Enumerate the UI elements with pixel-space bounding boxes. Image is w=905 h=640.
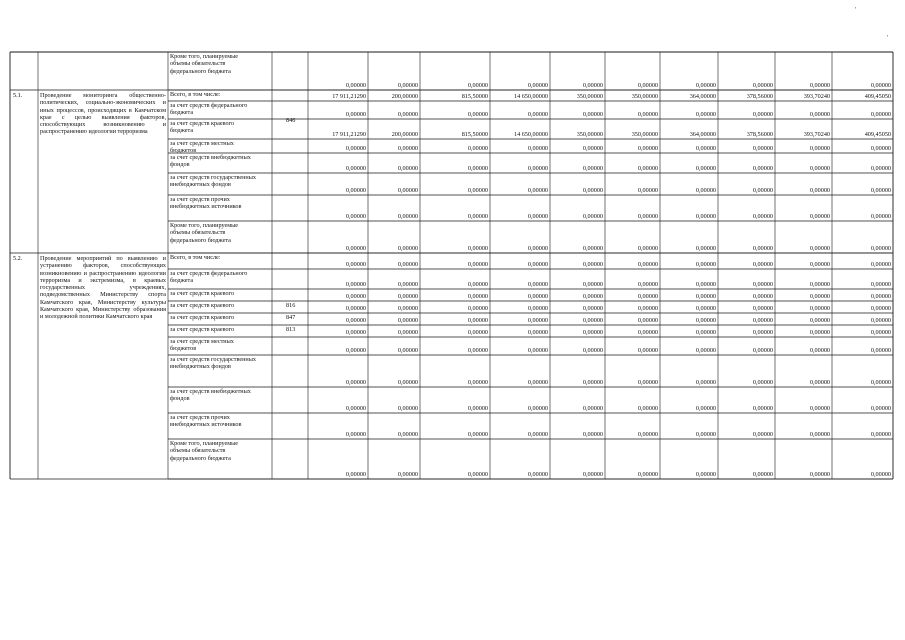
value-cell: 0,00000 bbox=[527, 110, 548, 118]
value-cell: 0,00000 bbox=[637, 328, 658, 336]
value-cell: 0,00000 bbox=[467, 164, 488, 172]
value-cell: 0,00000 bbox=[637, 316, 658, 324]
value-cell: 0,00000 bbox=[397, 378, 418, 386]
value-cell: 0,00000 bbox=[637, 110, 658, 118]
value-cell: 0,00000 bbox=[345, 470, 366, 478]
value-cell: 0,00000 bbox=[870, 430, 891, 438]
value-cell: 0,00000 bbox=[695, 164, 716, 172]
value-cell: 0,00000 bbox=[637, 378, 658, 386]
value-cell: 0,00000 bbox=[527, 346, 548, 354]
value-cell: 0,00000 bbox=[809, 292, 830, 300]
value-cell: 0,00000 bbox=[695, 110, 716, 118]
value-cell: 14 650,00000 bbox=[513, 92, 548, 100]
value-cell: 0,00000 bbox=[527, 378, 548, 386]
value-cell: 0,00000 bbox=[345, 346, 366, 354]
value-cell: 0,00000 bbox=[752, 244, 773, 252]
row-label: за счет средств федерального bbox=[170, 102, 248, 109]
value-cell: 0,00000 bbox=[695, 430, 716, 438]
value-cell: 0,00000 bbox=[752, 260, 773, 268]
value-cell: 0,00000 bbox=[695, 186, 716, 194]
value-cell: 0,00000 bbox=[582, 470, 603, 478]
value-cell: 0,00000 bbox=[695, 81, 716, 89]
value-cell: 0,00000 bbox=[467, 244, 488, 252]
value-cell: 200,00000 bbox=[391, 92, 418, 100]
value-cell: 0,00000 bbox=[345, 110, 366, 118]
row-label: внебюджетных источников bbox=[170, 203, 242, 211]
value-cell: 0,00000 bbox=[637, 430, 658, 438]
value-cell: 0,00000 bbox=[870, 304, 891, 312]
value-cell: 364,00000 bbox=[689, 92, 716, 100]
value-cell: 0,00000 bbox=[397, 292, 418, 300]
value-cell: 0,00000 bbox=[527, 260, 548, 268]
value-cell: 0,00000 bbox=[752, 316, 773, 324]
value-cell: 0,00000 bbox=[397, 164, 418, 172]
value-cell: 0,00000 bbox=[397, 81, 418, 89]
value-cell: 0,00000 bbox=[467, 212, 488, 220]
value-cell: 0,00000 bbox=[345, 304, 366, 312]
row-label: внебюджетных фондов bbox=[170, 363, 231, 371]
row-label: бюджета bbox=[170, 109, 194, 117]
value-cell: 0,00000 bbox=[467, 186, 488, 194]
value-cell: 0,00000 bbox=[809, 328, 830, 336]
value-cell: 0,00000 bbox=[637, 212, 658, 220]
value-cell: 0,00000 bbox=[582, 316, 603, 324]
value-cell: 0,00000 bbox=[467, 404, 488, 412]
value-cell: 815,50000 bbox=[461, 92, 488, 100]
row-label: за счет средств краевого bbox=[170, 290, 235, 297]
row-label: за счет средств местных bbox=[170, 338, 234, 345]
value-cell: 0,00000 bbox=[752, 404, 773, 412]
value-cell: 0,00000 bbox=[397, 110, 418, 118]
value-cell: 0,00000 bbox=[527, 430, 548, 438]
row-label: бюджетов bbox=[170, 147, 197, 155]
value-cell: 0,00000 bbox=[695, 316, 716, 324]
value-cell: 378,56000 bbox=[746, 130, 773, 138]
value-cell: 0,00000 bbox=[527, 212, 548, 220]
value-cell: 0,00000 bbox=[467, 292, 488, 300]
value-cell: 0,00000 bbox=[582, 378, 603, 386]
value-cell: 0,00000 bbox=[582, 328, 603, 336]
value-cell: 200,00000 bbox=[391, 130, 418, 138]
value-cell: 0,00000 bbox=[345, 81, 366, 89]
value-cell: 0,00000 bbox=[695, 144, 716, 152]
value-cell: 0,00000 bbox=[637, 304, 658, 312]
row-label: Кроме того, планируемые bbox=[170, 53, 239, 60]
row-label: внебюджетных источников bbox=[170, 421, 242, 429]
row-label: бюджета bbox=[170, 277, 194, 285]
value-cell: 0,00000 bbox=[582, 404, 603, 412]
row-label: за счет средств краевого bbox=[170, 326, 235, 333]
value-cell: 0,00000 bbox=[809, 430, 830, 438]
value-cell: 0,00000 bbox=[467, 470, 488, 478]
value-cell: 378,56000 bbox=[746, 92, 773, 100]
row-label: федерального бюджета bbox=[170, 236, 231, 244]
value-cell: 0,00000 bbox=[582, 164, 603, 172]
row-label: объемы обязательств bbox=[170, 60, 226, 68]
value-cell: 0,00000 bbox=[870, 81, 891, 89]
value-cell: 0,00000 bbox=[695, 404, 716, 412]
value-cell: 0,00000 bbox=[527, 404, 548, 412]
value-cell: 0,00000 bbox=[809, 404, 830, 412]
value-cell: 0,00000 bbox=[582, 430, 603, 438]
value-cell: 0,00000 bbox=[870, 470, 891, 478]
value-cell: 0,00000 bbox=[809, 316, 830, 324]
value-cell: 0,00000 bbox=[345, 328, 366, 336]
value-cell: 0,00000 bbox=[527, 186, 548, 194]
value-cell: 0,00000 bbox=[870, 316, 891, 324]
value-cell: 0,00000 bbox=[752, 292, 773, 300]
value-cell: 0,00000 bbox=[870, 244, 891, 252]
value-cell: 0,00000 bbox=[870, 144, 891, 152]
row-label: фондов bbox=[170, 395, 190, 403]
value-cell: 0,00000 bbox=[582, 81, 603, 89]
value-cell: 0,00000 bbox=[397, 212, 418, 220]
value-cell: 409,45050 bbox=[864, 130, 891, 138]
value-cell: 0,00000 bbox=[345, 280, 366, 288]
value-cell: 0,00000 bbox=[870, 292, 891, 300]
value-cell: 0,00000 bbox=[467, 144, 488, 152]
value-cell: 0,00000 bbox=[397, 470, 418, 478]
value-cell: 0,00000 bbox=[582, 244, 603, 252]
value-cell: 0,00000 bbox=[582, 292, 603, 300]
budget-code: 816 bbox=[286, 302, 296, 309]
value-cell: 0,00000 bbox=[345, 430, 366, 438]
value-cell: 0,00000 bbox=[870, 110, 891, 118]
row-label: за счет средств прочих bbox=[170, 414, 230, 421]
value-cell: 0,00000 bbox=[527, 316, 548, 324]
value-cell: 0,00000 bbox=[345, 292, 366, 300]
value-cell: 0,00000 bbox=[637, 81, 658, 89]
value-cell: 0,00000 bbox=[695, 280, 716, 288]
budget-code: 846 bbox=[286, 117, 296, 124]
value-cell: 0,00000 bbox=[809, 378, 830, 386]
value-cell: 0,00000 bbox=[695, 470, 716, 478]
value-cell: 0,00000 bbox=[809, 212, 830, 220]
section-description: Проведение мероприятий по выявлению и устранению факторов, способствующих возникновению и распространению идеологии терроризма и экстремизма, в краевых государственных учреждениях, подведомственных Министерству спорта Камчатского края, Министерству культуры Камчатского края, Министерству образования и молодежной политики Камчатского края bbox=[40, 255, 166, 321]
value-cell: 0,00000 bbox=[752, 212, 773, 220]
value-cell: 0,00000 bbox=[752, 328, 773, 336]
value-cell: 0,00000 bbox=[809, 470, 830, 478]
value-cell: 0,00000 bbox=[809, 280, 830, 288]
value-cell: 393,70240 bbox=[803, 92, 830, 100]
value-cell: 0,00000 bbox=[809, 164, 830, 172]
value-cell: 0,00000 bbox=[752, 144, 773, 152]
row-label: Кроме того, планируемые bbox=[170, 440, 239, 447]
value-cell: 0,00000 bbox=[637, 346, 658, 354]
value-cell: 0,00000 bbox=[467, 304, 488, 312]
value-cell: 0,00000 bbox=[397, 346, 418, 354]
value-cell: 14 650,00000 bbox=[513, 130, 548, 138]
row-label: за счет средств государственных bbox=[170, 174, 256, 181]
value-cell: 0,00000 bbox=[637, 186, 658, 194]
value-cell: 0,00000 bbox=[467, 328, 488, 336]
row-label: федерального бюджета bbox=[170, 67, 231, 75]
scan-mark-right: ' bbox=[887, 34, 889, 42]
value-cell: 409,45050 bbox=[864, 92, 891, 100]
value-cell: 0,00000 bbox=[467, 316, 488, 324]
value-cell: 0,00000 bbox=[345, 144, 366, 152]
value-cell: 0,00000 bbox=[345, 164, 366, 172]
value-cell: 0,00000 bbox=[467, 280, 488, 288]
value-cell: 0,00000 bbox=[397, 186, 418, 194]
value-cell: 0,00000 bbox=[467, 110, 488, 118]
value-cell: 0,00000 bbox=[695, 260, 716, 268]
value-cell: 0,00000 bbox=[527, 244, 548, 252]
value-cell: 0,00000 bbox=[752, 346, 773, 354]
row-label: за счет средств краевого bbox=[170, 120, 235, 127]
value-cell: 0,00000 bbox=[870, 280, 891, 288]
row-label: за счет средств федерального bbox=[170, 270, 248, 277]
value-cell: 350,00000 bbox=[576, 92, 603, 100]
value-cell: 0,00000 bbox=[582, 144, 603, 152]
value-cell: 0,00000 bbox=[637, 260, 658, 268]
value-cell: 0,00000 bbox=[397, 144, 418, 152]
row-label: за счет средств местных bbox=[170, 140, 234, 147]
value-cell: 0,00000 bbox=[752, 470, 773, 478]
value-cell: 0,00000 bbox=[345, 212, 366, 220]
value-cell: 0,00000 bbox=[870, 260, 891, 268]
row-label: за счет средств краевого bbox=[170, 302, 235, 309]
row-label: бюджета bbox=[170, 127, 194, 135]
section-number: 5.2. bbox=[13, 255, 23, 262]
row-label: внебюджетных фондов bbox=[170, 181, 231, 189]
value-cell: 0,00000 bbox=[752, 110, 773, 118]
value-cell: 0,00000 bbox=[809, 244, 830, 252]
value-cell: 0,00000 bbox=[345, 378, 366, 386]
value-cell: 0,00000 bbox=[397, 304, 418, 312]
value-cell: 0,00000 bbox=[870, 212, 891, 220]
value-cell: 0,00000 bbox=[637, 404, 658, 412]
value-cell: 0,00000 bbox=[870, 164, 891, 172]
row-label: за счет средств прочих bbox=[170, 196, 230, 203]
row-label: объемы обязательств bbox=[170, 229, 226, 237]
value-cell: 0,00000 bbox=[527, 280, 548, 288]
value-cell: 0,00000 bbox=[809, 346, 830, 354]
value-cell: 0,00000 bbox=[870, 328, 891, 336]
value-cell: 0,00000 bbox=[809, 304, 830, 312]
value-cell: 0,00000 bbox=[752, 186, 773, 194]
row-label: за счет средств внебюджетных bbox=[170, 154, 251, 161]
value-cell: 0,00000 bbox=[527, 81, 548, 89]
value-cell: 0,00000 bbox=[467, 260, 488, 268]
value-cell: 0,00000 bbox=[752, 378, 773, 386]
value-cell: 0,00000 bbox=[809, 110, 830, 118]
value-cell: 0,00000 bbox=[695, 244, 716, 252]
value-cell: 0,00000 bbox=[582, 346, 603, 354]
row-label: Всего, в том числе: bbox=[170, 254, 221, 261]
value-cell: 0,00000 bbox=[345, 260, 366, 268]
row-label: объемы обязательств bbox=[170, 447, 226, 455]
value-cell: 0,00000 bbox=[809, 144, 830, 152]
value-cell: 0,00000 bbox=[345, 186, 366, 194]
value-cell: 0,00000 bbox=[397, 328, 418, 336]
row-label: федерального бюджета bbox=[170, 454, 231, 462]
budget-code: 847 bbox=[286, 314, 296, 321]
value-cell: 0,00000 bbox=[870, 378, 891, 386]
value-cell: 0,00000 bbox=[870, 186, 891, 194]
value-cell: 0,00000 bbox=[467, 430, 488, 438]
row-label: Всего, в том числе: bbox=[170, 91, 221, 98]
value-cell: 0,00000 bbox=[527, 164, 548, 172]
value-cell: 0,00000 bbox=[582, 186, 603, 194]
value-cell: 0,00000 bbox=[582, 260, 603, 268]
value-cell: 0,00000 bbox=[637, 144, 658, 152]
value-cell: 0,00000 bbox=[752, 304, 773, 312]
value-cell: 0,00000 bbox=[809, 260, 830, 268]
row-label: Кроме того, планируемые bbox=[170, 222, 239, 229]
value-cell: 0,00000 bbox=[397, 430, 418, 438]
value-cell: 0,00000 bbox=[467, 81, 488, 89]
value-cell: 0,00000 bbox=[582, 280, 603, 288]
value-cell: 364,00000 bbox=[689, 130, 716, 138]
value-cell: 0,00000 bbox=[695, 292, 716, 300]
value-cell: 0,00000 bbox=[345, 244, 366, 252]
value-cell: 0,00000 bbox=[397, 260, 418, 268]
value-cell: 350,00000 bbox=[631, 92, 658, 100]
value-cell: 0,00000 bbox=[695, 378, 716, 386]
value-cell: 0,00000 bbox=[345, 404, 366, 412]
row-label: за счет средств краевого bbox=[170, 314, 235, 321]
value-cell: 0,00000 bbox=[397, 244, 418, 252]
value-cell: 0,00000 bbox=[345, 316, 366, 324]
value-cell: 0,00000 bbox=[695, 328, 716, 336]
value-cell: 0,00000 bbox=[870, 346, 891, 354]
row-label: за счет средств внебюджетных bbox=[170, 388, 251, 395]
value-cell: 0,00000 bbox=[397, 404, 418, 412]
value-cell: 0,00000 bbox=[582, 212, 603, 220]
value-cell: 0,00000 bbox=[695, 346, 716, 354]
value-cell: 0,00000 bbox=[637, 164, 658, 172]
budget-code: 813 bbox=[286, 326, 296, 333]
value-cell: 0,00000 bbox=[527, 470, 548, 478]
value-cell: 0,00000 bbox=[870, 404, 891, 412]
value-cell: 0,00000 bbox=[527, 304, 548, 312]
value-cell: 0,00000 bbox=[397, 316, 418, 324]
value-cell: 393,70240 bbox=[803, 130, 830, 138]
value-cell: 0,00000 bbox=[582, 110, 603, 118]
value-cell: 350,00000 bbox=[576, 130, 603, 138]
value-cell: 17 911,21290 bbox=[332, 130, 366, 138]
section-number: 5.1. bbox=[13, 92, 23, 99]
value-cell: 0,00000 bbox=[809, 186, 830, 194]
value-cell: 0,00000 bbox=[527, 144, 548, 152]
value-cell: 815,50000 bbox=[461, 130, 488, 138]
value-cell: 0,00000 bbox=[637, 280, 658, 288]
scan-mark-top: ' bbox=[855, 6, 857, 14]
row-label: фондов bbox=[170, 161, 190, 169]
value-cell: 0,00000 bbox=[467, 346, 488, 354]
row-label: за счет средств государственных bbox=[170, 356, 256, 363]
value-cell: 0,00000 bbox=[397, 280, 418, 288]
value-cell: 17 911,21290 bbox=[332, 92, 366, 100]
value-cell: 0,00000 bbox=[695, 304, 716, 312]
value-cell: 0,00000 bbox=[695, 212, 716, 220]
value-cell: 0,00000 bbox=[637, 292, 658, 300]
value-cell: 0,00000 bbox=[637, 470, 658, 478]
row-label: бюджетов bbox=[170, 345, 197, 353]
value-cell: 0,00000 bbox=[809, 81, 830, 89]
section-description: Проведение мониторинга общественно-политических, социально-экономических и иных процессов, происходящих в Камчатском крае с целью выявления факторов, способствующих возникновению и распространению идеологии терроризма bbox=[40, 92, 166, 136]
value-cell: 0,00000 bbox=[752, 164, 773, 172]
value-cell: 0,00000 bbox=[527, 292, 548, 300]
value-cell: 0,00000 bbox=[527, 328, 548, 336]
value-cell: 0,00000 bbox=[752, 81, 773, 89]
value-cell: 0,00000 bbox=[752, 430, 773, 438]
value-cell: 0,00000 bbox=[752, 280, 773, 288]
value-cell: 0,00000 bbox=[637, 244, 658, 252]
value-cell: 0,00000 bbox=[582, 304, 603, 312]
value-cell: 350,00000 bbox=[631, 130, 658, 138]
value-cell: 0,00000 bbox=[467, 378, 488, 386]
